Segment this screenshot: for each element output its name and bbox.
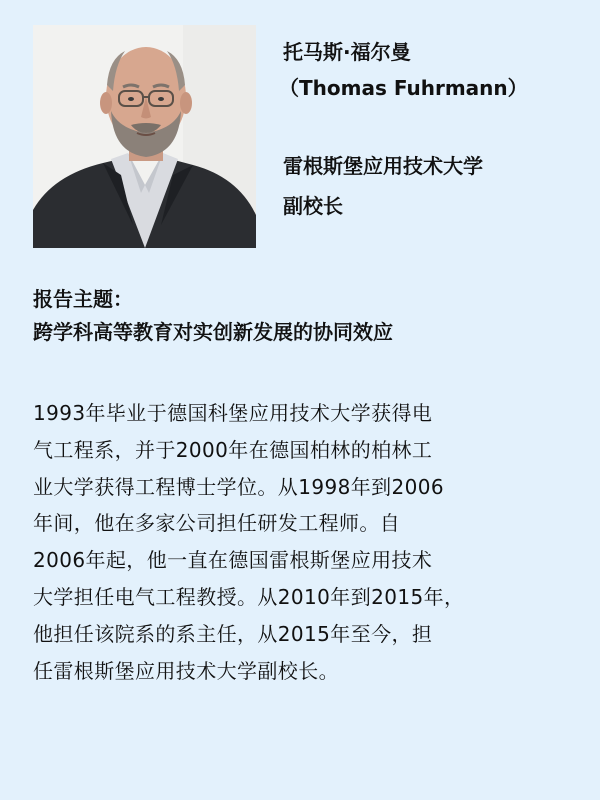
speaker-biography bbox=[33, 395, 563, 689]
bio-line: 2006年起，他一直在德国雷根斯堡应用技术 bbox=[33, 548, 433, 573]
affiliation-line-title: 副校长 bbox=[283, 194, 343, 218]
bio-line: 任雷根斯堡应用技术大学副校长。 bbox=[33, 658, 339, 683]
bio-line: 年间，他在多家公司担任研发工程师。自 bbox=[33, 511, 401, 536]
speaker-affiliation bbox=[283, 152, 583, 232]
bio-line: 1993年毕业于德国科堡应用技术大学获得电 bbox=[33, 401, 433, 425]
speaker-photo bbox=[33, 25, 256, 248]
speaker-name-chinese: 托马斯·福尔曼 bbox=[283, 40, 411, 64]
affiliation-line-university: 雷根斯堡应用技术大学 bbox=[283, 154, 483, 178]
bio-line: 他担任该院系的系主任，从2015年至今，担 bbox=[33, 621, 433, 646]
speaker-name bbox=[279, 38, 583, 102]
bio-line: 气工程系，并于2000年在德国柏林的柏林工 bbox=[33, 437, 433, 462]
topic-label: 报告主题： bbox=[33, 287, 133, 311]
bio-line: 大学担任电气工程教授。从2010年到2015年， bbox=[33, 584, 465, 609]
person-photo-icon bbox=[33, 25, 256, 248]
report-topic bbox=[33, 285, 573, 351]
topic-title: 跨学科高等教育对实创新发展的协同效应 bbox=[33, 320, 393, 344]
bio-line: 业大学获得工程博士学位。从1998年到2006 bbox=[33, 474, 444, 499]
speaker-name-english: （Thomas Fuhrmann） bbox=[279, 76, 528, 100]
